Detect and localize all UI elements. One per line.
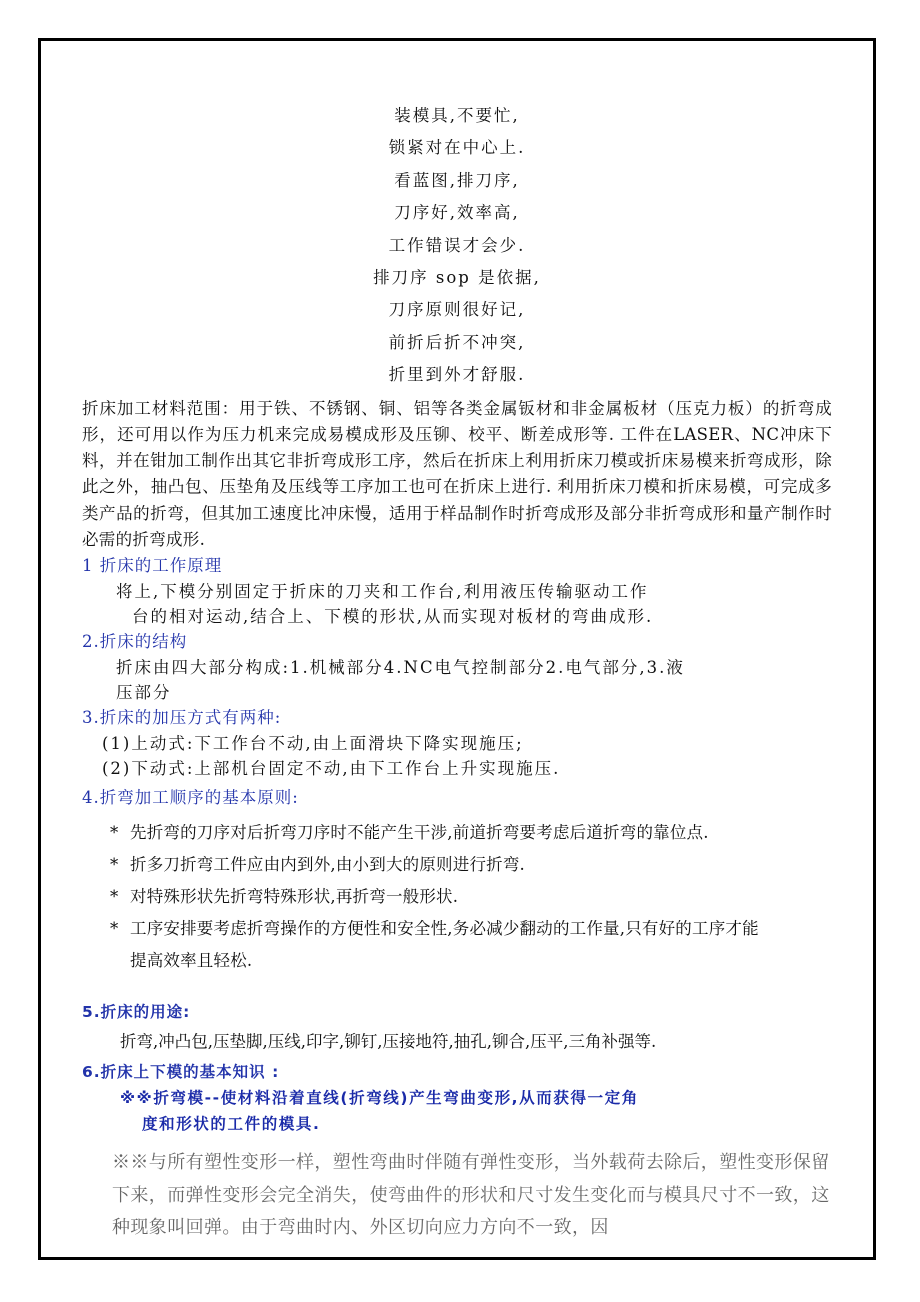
section-1 — [82, 553, 832, 629]
list-item — [82, 881, 832, 913]
list-item-text — [130, 913, 832, 977]
section-text: 折床由四大部分构成:1.机械部分4.NC电气控制部分2.电气部分,3.液 — [116, 658, 685, 678]
section-heading: 4.折弯加工顺序的基本原则: — [82, 788, 299, 808]
intro-paragraph: 折床加工材料范围：用于铁、不锈钢、铜、铝等各类金属钣材和非金属板材（压克力板）的折弯成形，还可用以作为压力机来完成易模成形及压铆、校平、断差成形等. 工件在LASER、NC冲床下料，并在钳加工制作出其它非折弯成形工序，然后在折床上利用折床刀模或折床易模来折弯成形，除此之外，抽凸包、压垫角及压线等工序加工也可在折床上进行. 利用折床刀模和折床易模，可完成多类产品的折弯，但其加工速度比冲床慢，适用于样品制作时折弯成形及部分非折弯成形和量产制作时必需的折弯成形. — [82, 398, 832, 549]
section-heading: 3.折床的加压方式有两种: — [82, 708, 282, 728]
poem-line: 工作错误才会少. — [388, 235, 526, 255]
list-item-text: 先折弯的刀序对后折弯刀序时不能产生干涉,前道折弯要考虑后道折弯的靠位点. — [130, 823, 709, 843]
document-body — [82, 100, 832, 1245]
definition-line: 度和形状的工件的模具. — [142, 1115, 321, 1134]
bullet-mark: * — [110, 919, 119, 939]
list-item-text-line: 工序安排要考虑折弯操作的方便性和安全性,务必减少翻动的工作量,只有好的工序才能 — [130, 919, 759, 939]
poem — [82, 100, 832, 392]
poem-line: 排刀序 sop 是依据, — [373, 267, 541, 287]
section-4 — [82, 785, 832, 977]
poem-line: 折里到外才舒服. — [388, 365, 526, 385]
section-5 — [82, 999, 832, 1059]
section-text: 台的相对运动,结合上、下模的形状,从而实现对板材的弯曲成形. — [132, 607, 654, 627]
poem-line: 刀序好,效率高, — [394, 203, 520, 223]
springback-paragraph: ※※与所有塑性变形一样，塑性弯曲时伴随有弹性变形，当外载荷去除后，塑性变形保留下来，而弹性变形会完全消失，使弯曲件的形状和尺寸发生变化而与模具尺寸不一致，这种现象叫回弹。由于弯曲时内、外区切向应力方向不一致，因 — [112, 1152, 830, 1239]
poem-line: 锁紧对在中心上. — [388, 138, 526, 158]
list-item — [82, 913, 832, 977]
section-text: 将上,下模分别固定于折床的刀夹和工作台,利用液压传输驱动工作 — [116, 582, 649, 602]
list-item-text-continuation: 提高效率且轻松. — [130, 951, 253, 971]
poem-line: 前折后折不冲突, — [388, 332, 526, 352]
bullet-mark: * — [110, 855, 119, 875]
definition-line: ※※折弯模--使材料沿着直线(折弯线)产生弯曲变形,从而获得一定角 — [120, 1089, 639, 1108]
list-item-text: 折多刀折弯工件应由内到外,由小到大的原则进行折弯. — [130, 855, 525, 875]
list-item — [82, 817, 832, 849]
section-text: (2)下动式:上部机台固定不动,由下工作台上升实现施压. — [102, 759, 561, 779]
bullet-mark: * — [110, 823, 119, 843]
section-3 — [82, 705, 832, 781]
poem-line: 刀序原则很好记, — [388, 300, 526, 320]
section-heading: 1 折床的工作原理 — [82, 556, 223, 576]
section-text: 压部分 — [116, 683, 172, 703]
bold-definition — [82, 1085, 832, 1137]
bullet-list — [82, 817, 832, 977]
poem-line: 看蓝图,排刀序, — [394, 170, 520, 190]
section-text: 折弯,冲凸包,压垫脚,压线,印字,铆钉,压接地符,抽孔,铆合,压平,三角补强等. — [120, 1032, 657, 1052]
section-2 — [82, 629, 832, 705]
poem-line: 装模具,不要忙, — [394, 106, 520, 125]
section-heading: 6.折床上下模的基本知识 : — [82, 1063, 280, 1082]
list-item-text: 对特殊形状先折弯特殊形状,再折弯一般形状. — [130, 887, 459, 907]
list-item — [82, 849, 832, 881]
section-heading: 5.折床的用途: — [82, 1003, 191, 1022]
section-text: (1)上动式:下工作台不动,由上面滑块下降实现施压; — [102, 734, 524, 754]
section-heading: 2.折床的结构 — [82, 632, 188, 652]
section-6 — [82, 1059, 832, 1245]
bullet-mark: * — [110, 887, 119, 907]
